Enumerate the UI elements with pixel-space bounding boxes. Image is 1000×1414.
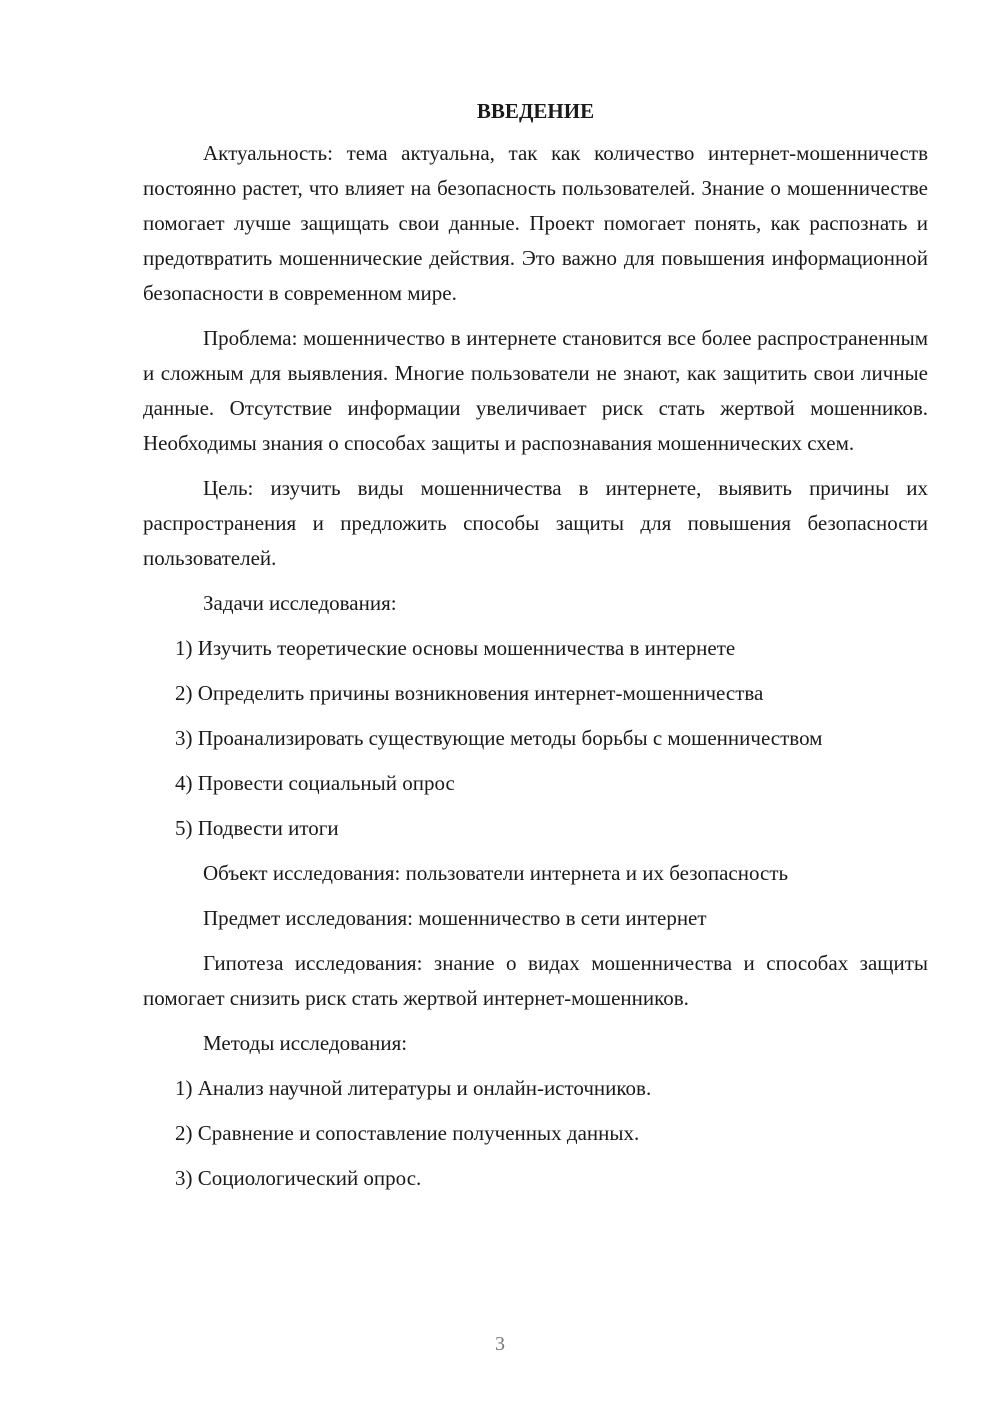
method-item: 3) Социологический опрос. [175, 1166, 422, 1190]
page-title: ВВЕДЕНИЕ [476, 99, 595, 123]
tasks-heading: Задачи исследования: [203, 591, 397, 615]
methods-heading: Методы исследования: [203, 1031, 408, 1055]
task-item: 4) Провести социальный опрос [175, 771, 455, 795]
task-item: 5) Подвести итоги [175, 816, 339, 840]
method-item: 1) Анализ научной литературы и онлайн-источников. [175, 1076, 652, 1100]
research-hypothesis: Гипотеза исследования: знание о видах мошенничества и способах защиты помогает снизить риск стать жертвой интернет-мошенников. [143, 951, 928, 1010]
task-item: 1) Изучить теоретические основы мошенничества в интернете [175, 636, 736, 660]
task-item: 2) Определить причины возникновения интернет-мошенничества [175, 681, 764, 705]
document-page [143, 96, 928, 1206]
research-subject: Предмет исследования: мошенничество в сети интернет [203, 906, 707, 930]
relevance-paragraph: Актуальность: тема актуальна, так как количество интернет-мошенничеств постоянно растет, что влияет на безопасность пользователей. Знание о мошенничестве помогает лучше защищать свои данные. Проект помогает понять, как распознать и предотвратить мошеннические действия. Это важно для повышения информационной безопасности в современном мире. [143, 141, 928, 305]
task-item: 3) Проанализировать существующие методы борьбы с мошенничеством [175, 726, 823, 750]
goal-paragraph: Цель: изучить виды мошенничества в интернете, выявить причины их распространения и предложить способы защиты для повышения безопасности пользователей. [143, 476, 928, 570]
page-number: 3 [495, 1333, 505, 1355]
problem-paragraph: Проблема: мошенничество в интернете становится все более распространенным и сложным для выявления. Многие пользователи не знают, как защитить свои личные данные. Отсутствие информации увеличивает риск стать жертвой мошенников. Необходимы знания о способах защиты и распознавания мошеннических схем. [143, 326, 928, 455]
method-item: 2) Сравнение и сопоставление полученных данных. [175, 1121, 640, 1145]
research-object: Объект исследования: пользователи интернета и их безопасность [203, 861, 789, 885]
